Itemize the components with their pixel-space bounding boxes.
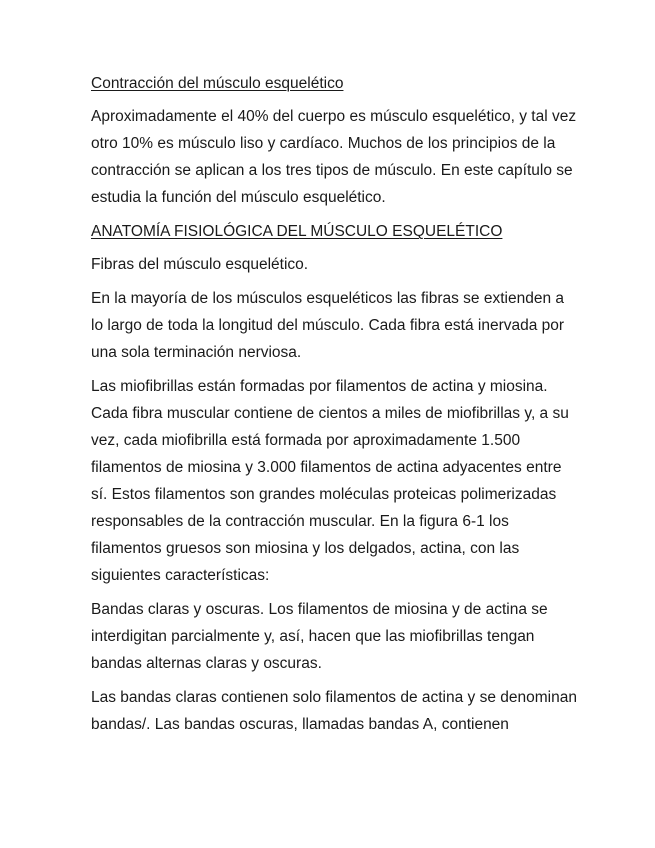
text-line: En la mayoría de los músculos esqueléticos las fibras se extienden a bbox=[91, 290, 564, 307]
text-line: siguientes características: bbox=[91, 567, 270, 584]
text-line: Las bandas claras contienen solo filamentos de actina y se denominan bbox=[91, 689, 577, 706]
text-line: sí. Estos filamentos son grandes moléculas proteicas polimerizadas bbox=[91, 486, 557, 503]
paragraph-bandas-claras bbox=[91, 684, 577, 738]
text-line: lo largo de toda la longitud del músculo. Cada fibra está inervada por bbox=[91, 317, 565, 334]
section-heading: ANATOMÍA FISIOLÓGICA DEL MÚSCULO ESQUELÉTICO bbox=[91, 223, 503, 240]
text-line: contracción se aplican a los tres tipos de músculo. En este capítulo se bbox=[91, 162, 573, 179]
text-line: filamentos gruesos son miosina y los delgados, actina, con las bbox=[91, 540, 520, 557]
subheading bbox=[91, 251, 571, 278]
text-line: Fibras del músculo esquelético. bbox=[91, 256, 309, 273]
text-line: bandas alternas claras y oscuras. bbox=[91, 655, 322, 672]
text-line: Bandas claras y oscuras. Los filamentos de miosina y de actina se bbox=[91, 601, 548, 618]
text-line: estudia la función del músculo esquelético. bbox=[91, 189, 386, 206]
text-line: una sola terminación nerviosa. bbox=[91, 344, 302, 361]
document-title: Contracción del músculo esquelético bbox=[91, 75, 344, 92]
text-line: vez, cada miofibrilla está formada por aproximadamente 1.500 bbox=[91, 432, 521, 449]
paragraph-bandas bbox=[91, 596, 571, 677]
text-line: Aproximadamente el 40% del cuerpo es músculo esquelético, y tal vez bbox=[91, 108, 577, 125]
text-line: responsables de la contracción muscular. En la figura 6-1 los bbox=[91, 513, 509, 530]
text-line: filamentos de miosina y 3.000 filamentos de actina adyacentes entre bbox=[91, 459, 562, 476]
paragraph-miofibrillas bbox=[91, 373, 571, 589]
text-line: Cada fibra muscular contiene de cientos a miles de miofibrillas y, a su bbox=[91, 405, 569, 422]
intro-paragraph bbox=[91, 103, 577, 211]
document-page bbox=[91, 70, 577, 745]
text-line: Las miofibrillas están formadas por filamentos de actina y miosina. bbox=[91, 378, 548, 395]
text-line: bandas/. Las bandas oscuras, llamadas bandas A, contienen bbox=[91, 716, 509, 733]
text-line: otro 10% es músculo liso y cardíaco. Muchos de los principios de la bbox=[91, 135, 556, 152]
paragraph-fibras bbox=[91, 285, 571, 366]
text-line: interdigitan parcialmente y, así, hacen que las miofibrillas tengan bbox=[91, 628, 535, 645]
